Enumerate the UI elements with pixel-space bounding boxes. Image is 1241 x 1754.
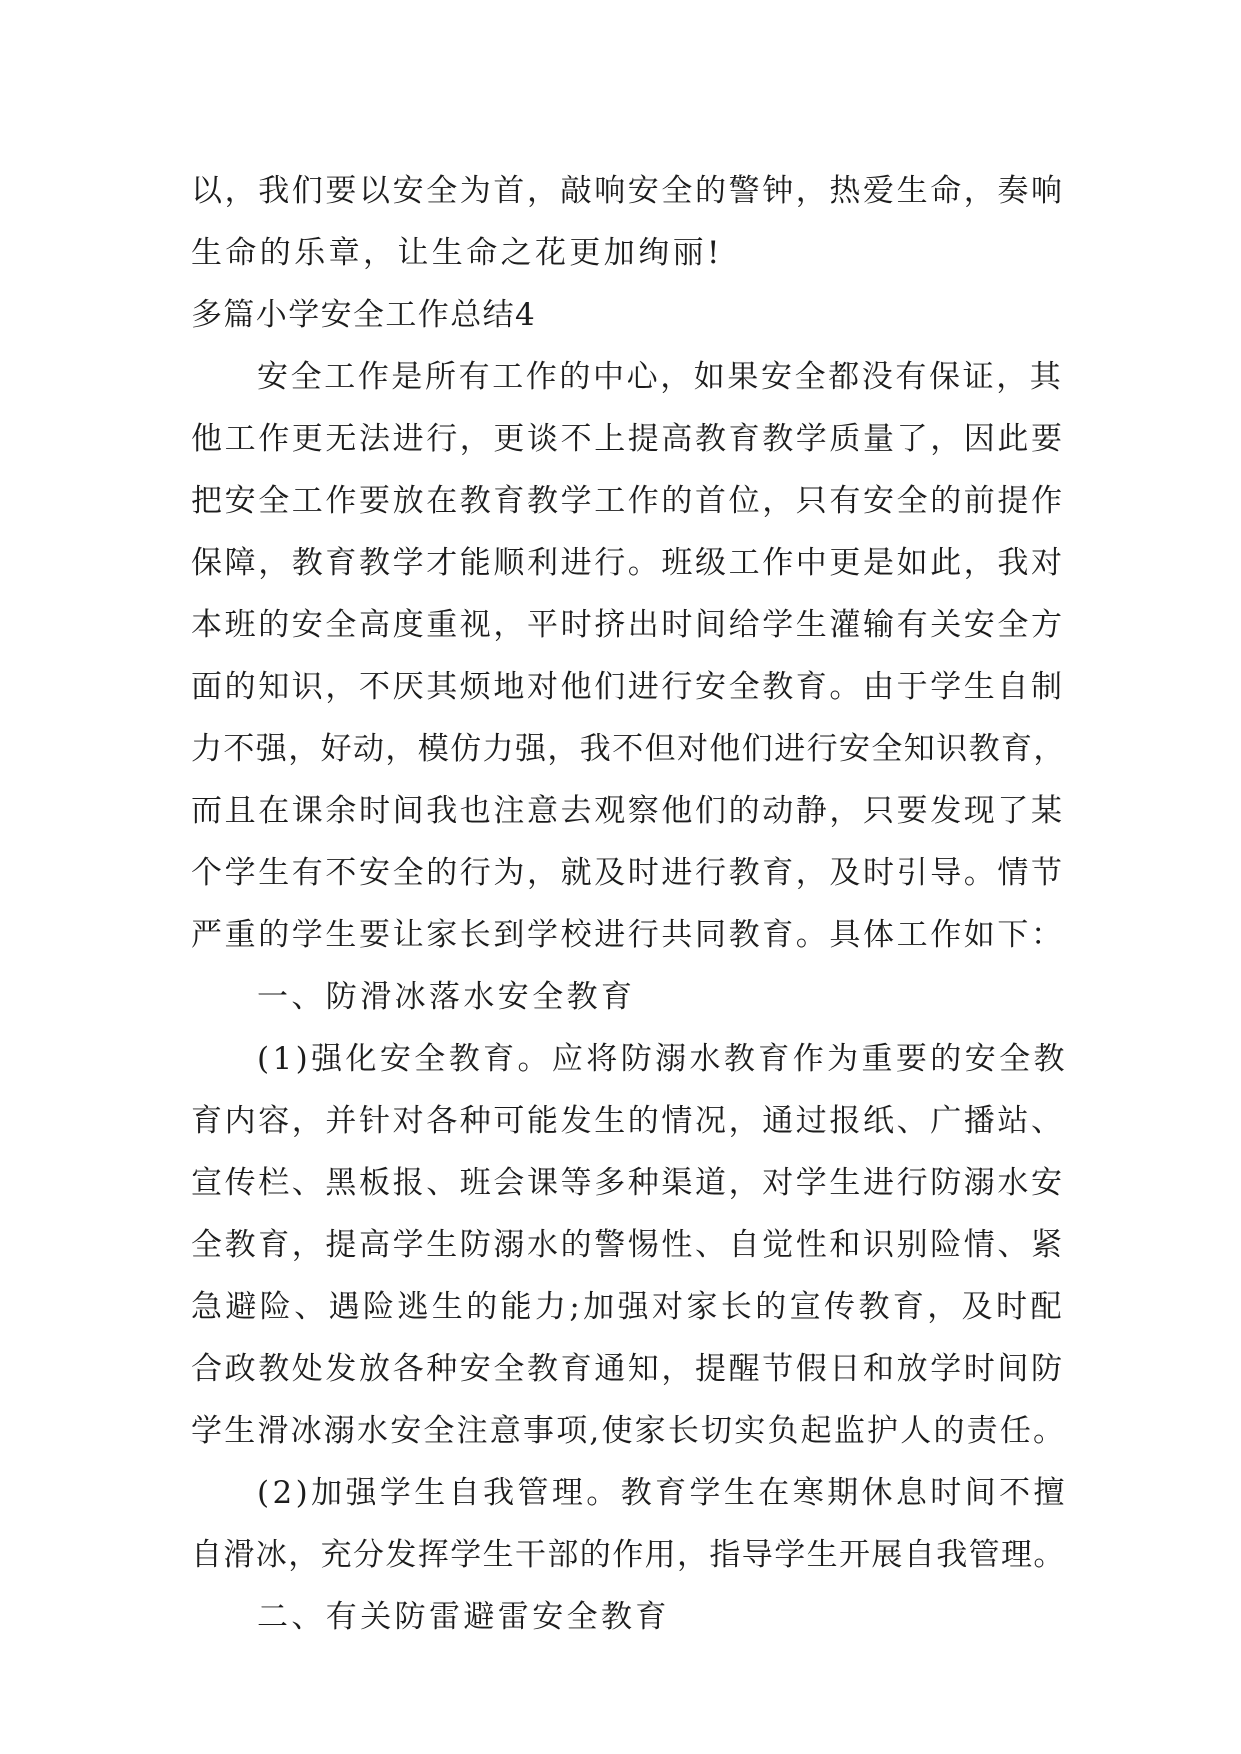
- text-line: 学生滑冰溺水安全注意事项,使家长切实负起监护人的责任。: [191, 1413, 1067, 1449]
- text-line: 个学生有不安全的行为，就及时进行教育，及时引导。情节: [191, 855, 1065, 891]
- text-line: 急避险、遇险逃生的能力;加强对家长的宣传教育，及时配: [191, 1289, 1065, 1325]
- text-line: 全教育，提高学生防溺水的警惕性、自觉性和识别险情、紧: [191, 1227, 1065, 1263]
- text-line: 力不强，好动，模仿力强，我不但对他们进行安全知识教育，: [191, 731, 1066, 767]
- paragraph-first-line: (1)强化安全教育。应将防溺水教育作为重要的安全教: [257, 1041, 1068, 1077]
- text-line: 面的知识，不厌其烦地对他们进行安全教育。由于学生自制: [191, 669, 1065, 705]
- subheading-one: 一、防滑冰落水安全教育: [257, 979, 636, 1015]
- text-line: 本班的安全高度重视，平时挤出时间给学生灌输有关安全方: [191, 607, 1065, 643]
- text-line: 而且在课余时间我也注意去观察他们的动静，只要发现了某: [191, 793, 1065, 829]
- section-title: 多篇小学安全工作总结4: [191, 297, 537, 333]
- text-line: 保障，教育教学才能顺利进行。班级工作中更是如此，我对: [191, 545, 1065, 581]
- document-body: [191, 160, 1071, 1648]
- text-line: 把安全工作要放在教育教学工作的首位，只有安全的前提作: [191, 483, 1065, 519]
- text-line: 自滑冰，充分发挥学生干部的作用，指导学生开展自我管理。: [191, 1537, 1066, 1573]
- subheading-two: 二、有关防雷避雷安全教育: [257, 1599, 670, 1635]
- text-line: 宣传栏、黑板报、班会课等多种渠道，对学生进行防溺水安: [191, 1165, 1065, 1201]
- text-line: 以，我们要以安全为首，敲响安全的警钟，热爱生命，奏响: [191, 173, 1065, 209]
- text-line: 育内容，并针对各种可能发生的情况，通过报纸、广播站、: [191, 1103, 1065, 1139]
- text-line: 他工作更无法进行，更谈不上提高教育教学质量了，因此要: [191, 421, 1065, 457]
- paragraph-first-line: (2)加强学生自我管理。教育学生在寒期休息时间不擅: [257, 1475, 1068, 1511]
- text-line: 生命的乐章，让生命之花更加绚丽!: [191, 235, 723, 271]
- text-line: 合政教处发放各种安全教育通知，提醒节假日和放学时间防: [191, 1351, 1065, 1387]
- paragraph-first-line: 安全工作是所有工作的中心，如果安全都没有保证，其: [257, 359, 1064, 395]
- text-line: 严重的学生要让家长到学校进行共同教育。具体工作如下：: [191, 917, 1065, 953]
